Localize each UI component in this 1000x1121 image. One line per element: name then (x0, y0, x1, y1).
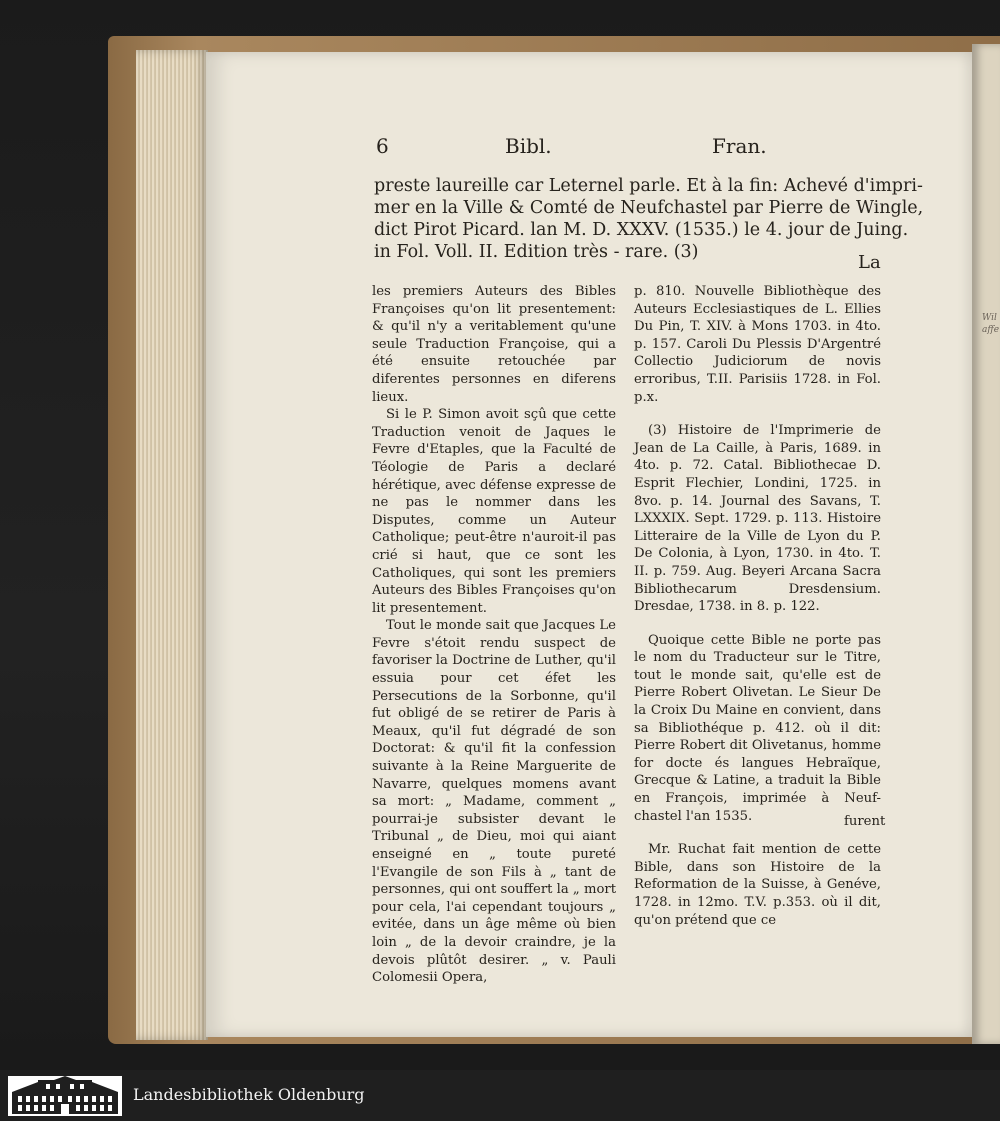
right-paragraph-4: Mr. Ruchat fait mention de cette Bible, dans son Histoire de la Reformation de la Suisse, à Genéve, 1728. in 12mo. T.V. p.353. où il dit, qu'on prétend que ce (634, 842, 881, 928)
right-column (634, 283, 881, 929)
page-edges (136, 50, 208, 1040)
library-name: Landesbibliothek Oldenburg (133, 1085, 365, 1104)
right-paragraph-1: p. 810. Nouvelle Bibliothèque des Auteurs Ecclesiastiques de L. Ellies Du Pin, T. XIV. à Mons 1703. in 4to. p. 157. Caroli Du Plessis D'Argentré Collectio Judiciorum de novis erroribus, T.II. Parisiis 1728. in Fol. p.x. (634, 284, 881, 405)
title-line-1: preste laureille car Leternel parle. Et à la fin: Achevé d'impri- (374, 176, 923, 196)
margin-note-2: affe (982, 325, 1000, 335)
left-paragraph-1: les premiers Auteurs des Bibles Françoises qu'on lit presentement: & qu'il n'y a veritablement qu'une seule Traduction Françoise, qui a été ensuite retouchée par diferentes personnes en diferens lieux. (372, 284, 616, 405)
margin-note-1: Wil (982, 313, 997, 323)
catchword-top: La (858, 252, 881, 273)
footer-bar (0, 1070, 1000, 1121)
title-line-2: mer en la Ville & Comté de Neufchastel par Pierre de Wingle, (374, 198, 924, 218)
running-head-right: Fran. (712, 134, 767, 158)
page-number: 6 (376, 134, 389, 158)
library-building-icon (8, 1076, 122, 1116)
left-paragraph-2: Si le P. Simon avoit sçû que cette Traduction venoit de Jaques le Fevre d'Etaples, que la Faculté de Téologie de Paris a declaré hérétique, avec défense expresse de ne pas le nommer dans les Disputes, comme un Auteur Catholique; peut-être n'auroit-il pas crié si haut, que ce sont les Catholiques, qui sont les premiers Auteurs des Bibles Françoises qu'on lit presentement. (372, 407, 616, 616)
left-column (372, 283, 616, 987)
catchword-bottom: furent (844, 814, 886, 829)
left-paragraph-3: Tout le monde sait que Jacques Le Fevre s'étoit rendu suspect de favoriser la Doctrine de Luther, qu'il essuia pour cet éfet les Persecutions de la Sorbonne, qu'il fut obligé de se retirer de Paris à Meaux, qu'il fut dégradé de son Doctorat: & qu'il fit la confession suivante à la Reine Marguerite de Navarre, quelques momens avant sa mort: „ Madame, comment „ pourrai-je subsister devant le Tribunal „ de Dieu, moi qui aiant enseigné en „ toute pureté l'Evangile de son Fils à „ tant de personnes, qui ont souffert la „ mort pour cela, l'ai cependant toujours „ evitée, dans un âge même où bien loin „ de la devoir craindre, je la devois plûtôt desirer. „ v. Pauli Colomesii Opera, (372, 618, 616, 986)
right-paragraph-2: (3) Histoire de l'Imprimerie de Jean de La Caille, à Paris, 1689. in 4to. p. 72. Catal. Bibliothecae D. Esprit Flechier, Londini, 1725. in 8vo. p. 14. Journal des Savans, T. LXXXIX. Sept. 1729. p. 113. Histoire Litteraire de la Ville de Lyon du P. De Colonia, à Lyon, 1730. in 4to. T. II. p. 759. Aug. Beyeri Arcana Sacra Bibliothecarum Dresdensium. Dresdae, 1738. in 8. p. 122. (634, 423, 881, 615)
running-head-center: Bibl. (505, 134, 552, 158)
title-block (374, 175, 924, 263)
title-line-4: in Fol. Voll. II. Edition très - rare. (3) (374, 242, 699, 262)
title-line-3: dict Pirot Picard. lan M. D. XXXV. (1535.) le 4. jour de Juing. (374, 220, 909, 240)
facing-page-edge (972, 44, 1000, 1044)
right-paragraph-3: Quoique cette Bible ne porte pas le nom du Traducteur sur le Titre, tout le monde sait, qu'elle est de Pierre Robert Olivetan. Le Sieur De la Croix Du Maine en convient, dans sa Bibliothéque p. 412. où il dit: Pierre Robert dit Olivetanus, homme for docte és langues Hebraïque, Grecque & Latine, a traduit la Bible en François, imprimée à Neuf-chastel l'an 1535. (634, 632, 881, 824)
